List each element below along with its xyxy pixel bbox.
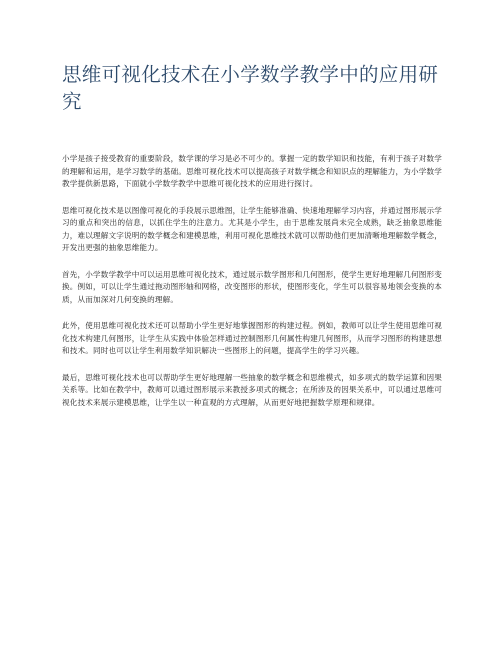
paragraph-first: 首先，小学数学教学中可以运用思维可视化技术，通过展示数学图形和几何图形，使学生更好地理解几何图形变换。例如，可以让学生通过拖动图形轴和网格，改变图形的形状，使图形变化，学生可以很容易地领会变换的本质，从而加深对几何变换的理解。 bbox=[62, 269, 442, 304]
document-title: 思维可视化技术在小学数学教学中的应用研究 bbox=[62, 63, 439, 113]
paragraph-additionally: 此外，使用思维可视化技术还可以帮助小学生更好地掌握图形的构建过程。例如，教师可以让学生使用思维可视化技术构建几何图形，让学生从实践中体验怎样通过控制图形几何属性构建几何图形，从而学习图形的构建思想和技术。同时也可以让学生利用数学知识解决一些图形上的问题，提高学生的学习兴趣。 bbox=[62, 321, 442, 355]
document-body bbox=[62, 153, 442, 423]
paragraph-intro: 小学是孩子接受教育的重要阶段，数学课的学习是必不可少的。掌握一定的数学知识和技能，有利于孩子对数学的理解和运用，是学习数学的基础。思维可视化技术可以提高孩子对数学概念和知识点的理解能力，为小学数学教学提供新思路，下面就小学数学教学中思维可视化技术的应用进行探讨。 bbox=[62, 154, 442, 188]
paragraph-definition: 思维可视化技术是以图像可视化的手段展示思维图，让学生能够准确、快速地理解学习内容，并通过图形展示学习的重点和突出的信息，以抓住学生的注意力。尤其是小学生，由于思维发展尚未完全成熟，缺乏抽象思维能力，难以理解文字说明的数学概念和建模思维，利用可视化思维技术就可以帮助他们更加清晰地理解数学概念，开发出更强的抽象思维能力。 bbox=[62, 205, 442, 252]
paragraph-finally: 最后，思维可视化技术也可以帮助学生更好地理解一些抽象的数学概念和思维模式，如多项式的数学运算和因果关系等。比如在教学中，教师可以通过图形展示来教授多项式的概念；在所涉及的因果关系中，可以通过思维可视化技术来展示建模思维，让学生以一种直观的方式理解，从而更好地把握数学原理和规律。 bbox=[62, 372, 442, 407]
